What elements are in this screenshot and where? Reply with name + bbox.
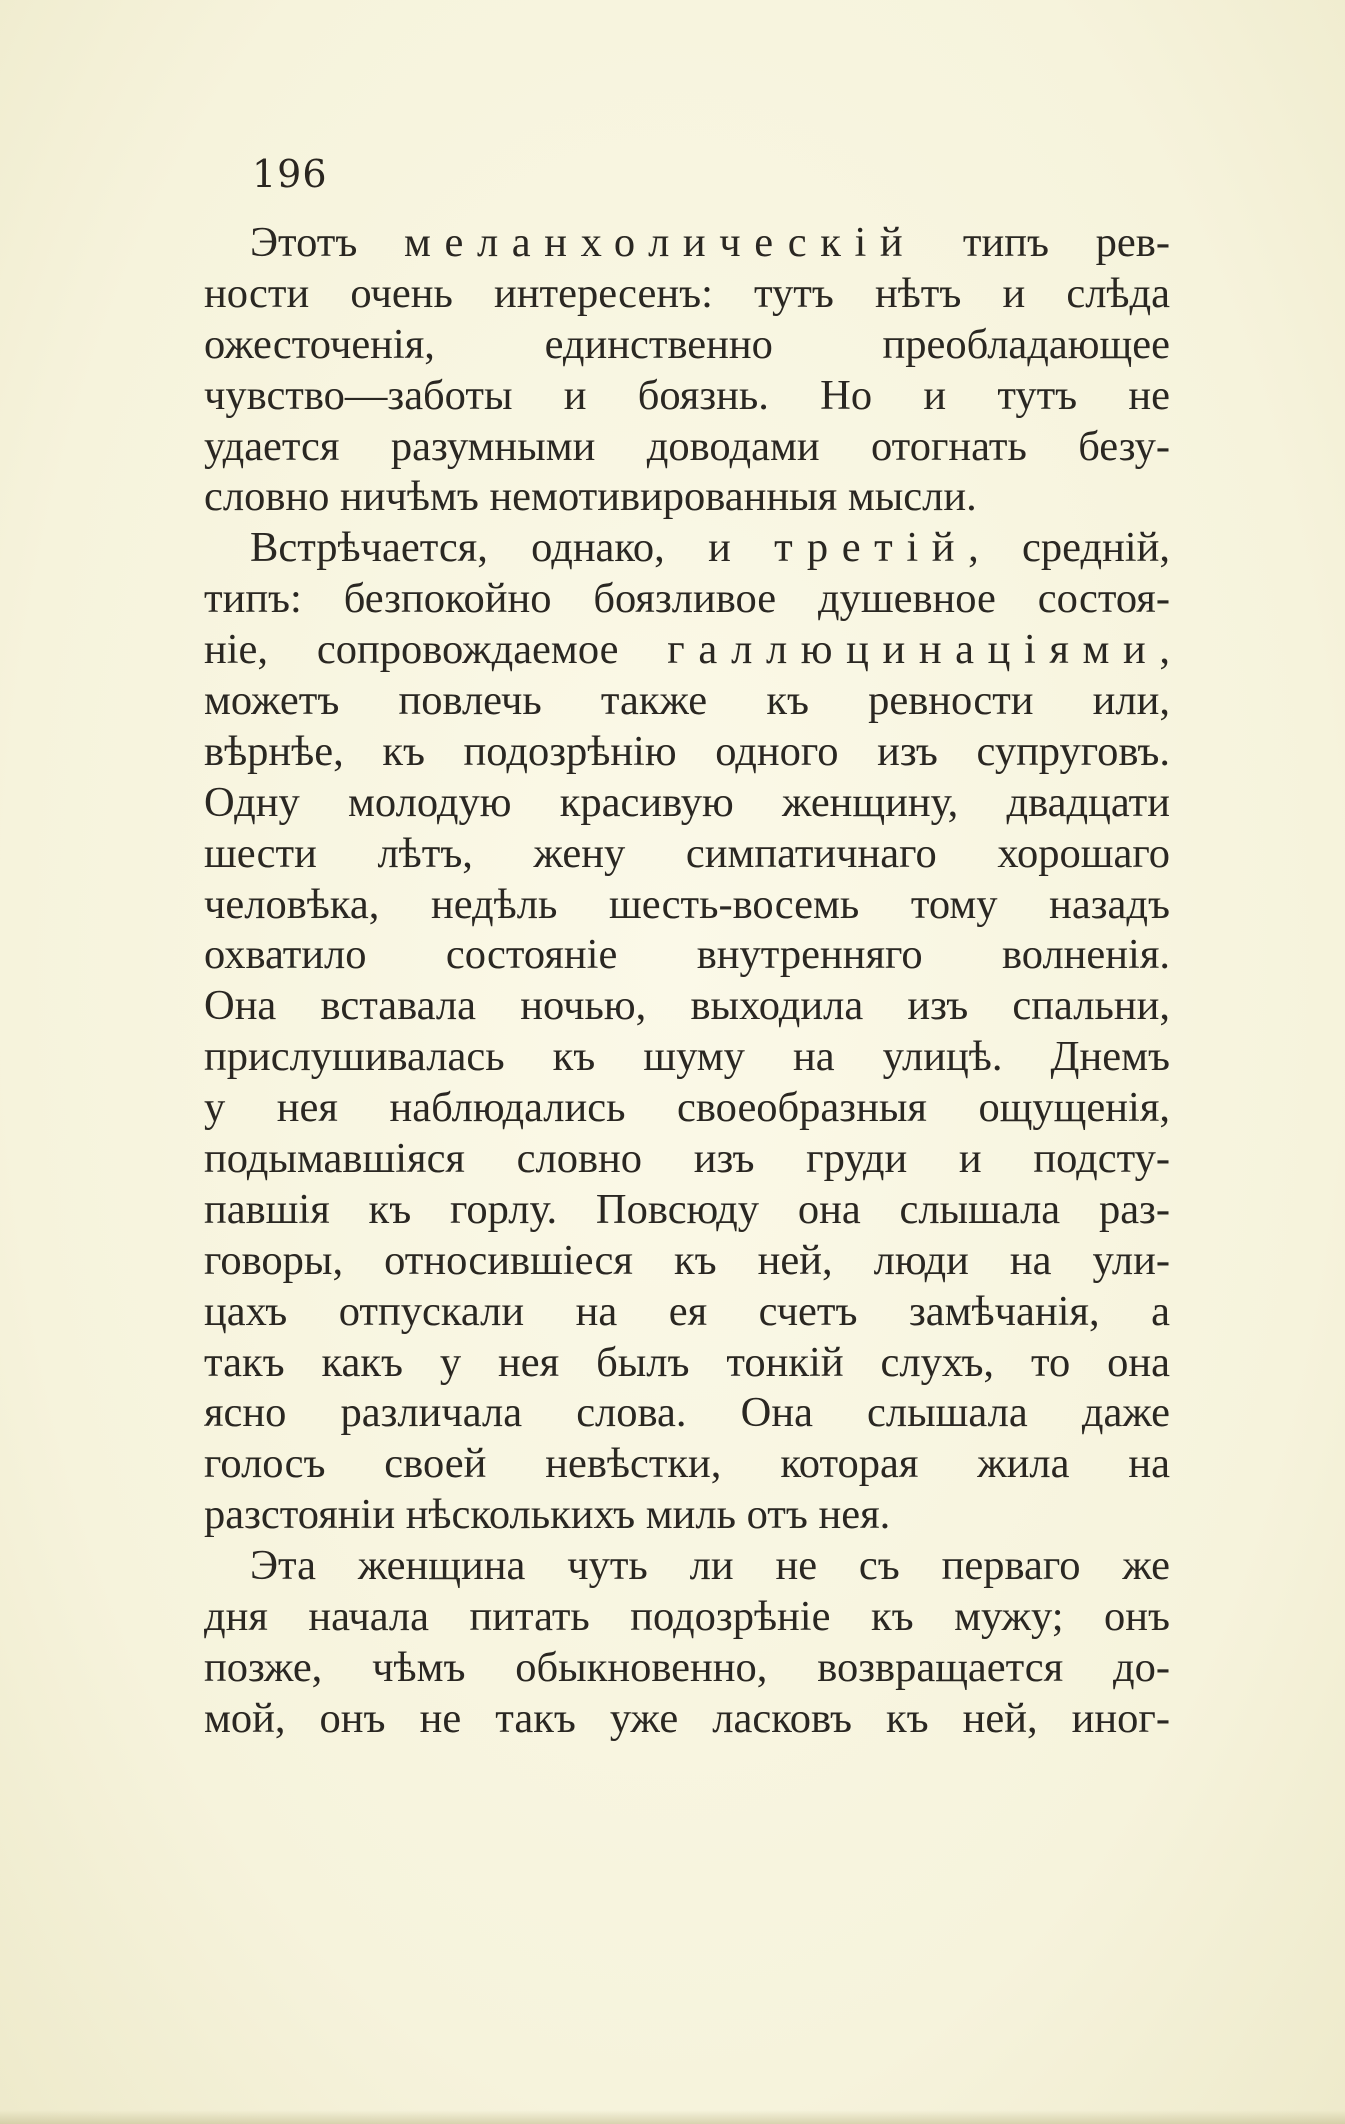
text-line xyxy=(204,574,1170,625)
text-segment: прислушивалась къ шуму на улицѣ. Днемъ xyxy=(204,1033,1170,1081)
emphasized-word: галлюцинаціями xyxy=(667,626,1160,674)
text-line xyxy=(204,472,1170,523)
text-segment: шести лѣтъ, жену симпатичнаго хорошаго xyxy=(204,829,1170,877)
text-line xyxy=(204,1134,1170,1185)
text-segment: дня начала питать подозрѣніе къ мужу; онъ xyxy=(204,1593,1170,1641)
page-bottom-edge xyxy=(0,2110,1345,2124)
text-segment: Этотъ xyxy=(250,219,405,266)
text-line xyxy=(204,1592,1170,1643)
text-segment: Встрѣчается, однако, и xyxy=(250,524,775,572)
text-segment: голосъ своей невѣстки, которая жила на xyxy=(204,1440,1170,1488)
text-segment: вѣрнѣе, къ подозрѣнію одного изъ супруговъ. xyxy=(204,727,1170,775)
text-line xyxy=(204,1439,1170,1490)
text-segment: такъ какъ у нея былъ тонкій слухъ, то она xyxy=(204,1338,1170,1386)
text-line xyxy=(204,523,1170,574)
text-segment: Она вставала ночью, выходила изъ спальни, xyxy=(204,982,1170,1030)
text-line xyxy=(204,371,1170,422)
text-line xyxy=(204,1490,1170,1541)
emphasized-word: меланхолическій xyxy=(404,219,917,266)
text-segment: ности очень интересенъ: тутъ нѣтъ и слѣда xyxy=(204,269,1170,317)
text-line xyxy=(204,422,1170,473)
text-segment: позже, чѣмъ обыкновенно, возвращается до- xyxy=(204,1643,1170,1691)
text-line xyxy=(204,1388,1170,1439)
text-line xyxy=(204,676,1170,727)
text-line xyxy=(204,218,1170,269)
text-line xyxy=(204,625,1170,676)
text-line xyxy=(204,829,1170,880)
text-line xyxy=(204,981,1170,1032)
text-segment: подымавшіяся словно изъ груди и подсту- xyxy=(204,1135,1170,1183)
text-line xyxy=(204,269,1170,320)
text-line xyxy=(204,1032,1170,1083)
page-number: 196 xyxy=(252,152,328,196)
text-segment: разстояніи нѣсколькихъ миль отъ нея. xyxy=(204,1491,891,1539)
text-line xyxy=(204,727,1170,778)
text-line xyxy=(204,930,1170,981)
text-segment: словно ничѣмъ немотивированныя мысли. xyxy=(204,473,977,521)
text-segment: говоры, относившіеся къ ней, люди на ули- xyxy=(204,1236,1170,1284)
text-segment: типъ рев- xyxy=(916,219,1170,266)
text-segment: удается разумными доводами отогнать безу- xyxy=(204,422,1170,470)
text-segment: ніе, сопровождаемое xyxy=(204,626,668,674)
text-segment: , средній, xyxy=(968,524,1170,572)
text-segment: Одну молодую красивую женщину, двадцати xyxy=(204,778,1170,826)
text-segment: можетъ повлечь также къ ревности или, xyxy=(204,677,1170,725)
text-segment: Эта женщина чуть ли не съ перваго же xyxy=(250,1542,1170,1590)
text-segment: , xyxy=(1159,626,1170,674)
body-text xyxy=(204,218,1170,1745)
text-segment: мой, онъ не такъ уже ласковъ къ ней, иног- xyxy=(204,1694,1170,1742)
text-segment: человѣка, недѣль шесть-восемь тому назадъ xyxy=(204,880,1170,928)
emphasized-word: третій xyxy=(774,524,969,572)
text-line xyxy=(204,778,1170,829)
text-line xyxy=(204,1236,1170,1287)
text-line xyxy=(204,1083,1170,1134)
text-line xyxy=(204,1694,1170,1745)
text-segment: у нея наблюдались своеобразныя ощущенія, xyxy=(204,1084,1170,1132)
text-segment: типъ: безпокойно боязливое душевное состоя- xyxy=(204,575,1170,623)
text-line xyxy=(204,1338,1170,1389)
text-segment: чувство—заботы и боязнь. Но и тутъ не xyxy=(204,371,1170,419)
text-line xyxy=(204,1643,1170,1694)
text-line xyxy=(204,1287,1170,1338)
text-line xyxy=(204,1541,1170,1592)
text-segment: павшія къ горлу. Повсюду она слышала раз- xyxy=(204,1185,1170,1233)
text-line xyxy=(204,1185,1170,1236)
text-segment: ясно различала слова. Она слышала даже xyxy=(204,1389,1170,1437)
text-line xyxy=(204,880,1170,931)
text-segment: охватило состояніе внутренняго волненія. xyxy=(204,931,1170,979)
text-line xyxy=(204,320,1170,371)
text-segment: ожесточенія, единственно преобладающее xyxy=(204,320,1170,368)
text-segment: цахъ отпускали на ея счетъ замѣчанія, а xyxy=(204,1287,1170,1335)
